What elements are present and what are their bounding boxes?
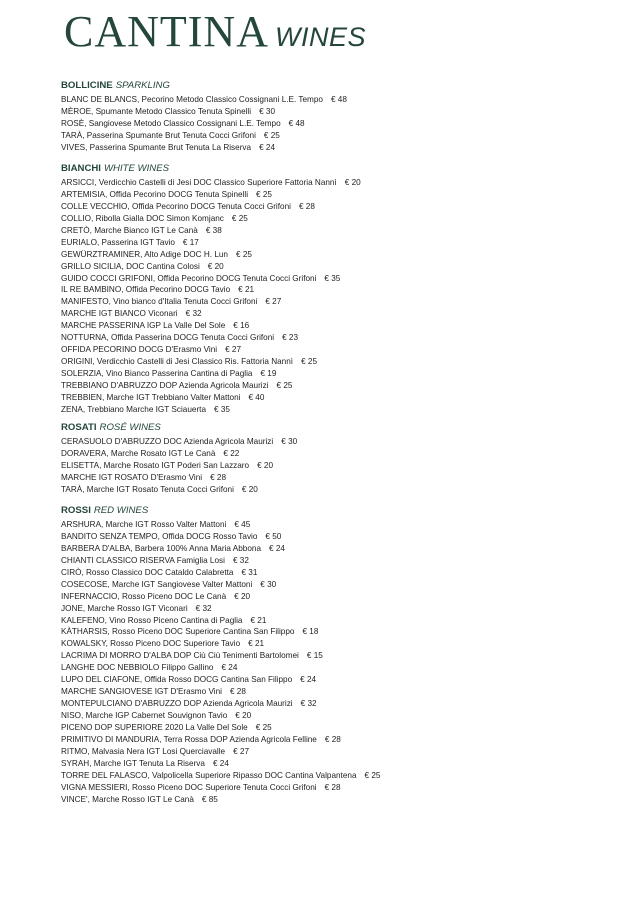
wine-item: [61, 543, 621, 555]
wine-price: € 18: [302, 627, 319, 637]
wine-price: € 25: [255, 722, 272, 732]
wine-name: ARTEMISIA, Offida Pecorino DOCG Tenuta Spinelli: [61, 189, 249, 199]
wine-name: IL RE BAMBINO, Offida Pecorino DOCG Tavio: [61, 285, 231, 295]
wine-price: € 32: [300, 699, 317, 709]
wine-price: € 25: [263, 130, 280, 140]
wine-item: [61, 698, 621, 710]
section-heading: [61, 79, 621, 93]
wine-name: INFERNACCIO, Rosso Piceno DOC Le Canà: [61, 591, 227, 601]
wine-item: [61, 213, 621, 225]
wine-price: € 32: [185, 309, 202, 319]
wine-price: € 25: [256, 189, 272, 199]
wine-item: [61, 686, 621, 698]
wine-name: RITMO, Malvasia Nera IGT Losi Querciavalle: [61, 746, 226, 756]
wine-name: ROSÈ, Sangiovese Metodo Classico Cossignani L.E. Tempo: [61, 118, 281, 128]
wine-name: KALEFENO, Vino Rosso Piceno Cantina di Paglia: [61, 615, 243, 625]
section-title-en: SPARKLING: [115, 80, 170, 91]
wine-name: KOWALSKY, Rosso Piceno DOC Superiore Tavio: [61, 639, 241, 649]
wine-name: KÀTHARSIS, Rosso Piceno DOC Superiore Cantina San Filippo: [61, 627, 295, 637]
wine-name: EURIALO, Passerina IGT Tavio: [61, 237, 175, 247]
wine-price: € 35: [324, 273, 341, 283]
title-sub: WINES: [274, 22, 366, 52]
wine-name: TREBBIANO D'ABRUZZO DOP Azienda Agricola Maurizi: [61, 380, 269, 390]
section-heading: [61, 421, 621, 435]
wine-price: € 20: [235, 711, 252, 720]
wine-name: ZENA, Trebbiano Marche IGT Sciauerta: [61, 404, 207, 414]
wine-name: MARCHE PASSERINA IGP La Valle Del Sole: [61, 321, 226, 331]
wine-price: € 30: [260, 579, 277, 589]
wine-price: € 32: [232, 555, 249, 565]
wine-price: € 19: [260, 369, 277, 378]
section-title-en: RED WINES: [93, 505, 149, 516]
wine-price: € 22: [223, 448, 240, 458]
wine-item: [61, 201, 621, 213]
wine-item: [61, 189, 621, 201]
wine-item: [61, 460, 621, 472]
wine-price: € 50: [265, 531, 282, 541]
wine-price: € 30: [259, 106, 276, 116]
wine-price: € 24: [212, 758, 229, 768]
section-title-en: ROSÉ WINES: [99, 422, 161, 433]
section-heading: [61, 504, 621, 518]
wine-name: MONTEPULCIANO D'ABRUZZO DOP Azienda Agricola Maurizi: [61, 699, 293, 709]
wine-item: [61, 722, 621, 734]
wine-item: [61, 591, 621, 603]
wine-name: NOTTURNA, Offida Passerina DOCG Tenuta Cocci Grifoni: [61, 333, 275, 343]
wine-price: € 21: [238, 285, 255, 295]
wine-price: € 28: [298, 201, 315, 211]
wine-item: [61, 734, 621, 746]
wine-name: PRIMITIVO DI MANDURIA, Terra Rossa DOP Azienda Agricola Felline: [61, 734, 317, 744]
wine-item: [61, 344, 621, 356]
section-sparkling: [61, 79, 621, 154]
wine-name: MARCHE SANGIOVESE IGT D'Erasmo Vini: [61, 687, 222, 697]
wine-price: € 28: [229, 687, 246, 697]
wine-price: € 25: [235, 249, 252, 259]
wine-name: ELISETTA, Marche Rosato IGT Poderi San Lazzaro: [61, 460, 250, 470]
wine-price: € 31: [241, 567, 258, 577]
wine-price: € 25: [276, 380, 293, 390]
wine-item: [61, 770, 621, 782]
wine-price: € 38: [205, 225, 222, 235]
wine-name: VINCE', Marche Rosso IGT Le Canà: [61, 794, 194, 804]
wine-price: € 16: [233, 321, 250, 331]
wine-name: ORIGINI, Verdicchio Castelli di Jesi Classico Ris. Fattoria Nannì: [61, 357, 294, 367]
wine-item: [61, 567, 621, 579]
wine-item: [61, 448, 621, 460]
section-red: [61, 504, 621, 806]
wine-item: [61, 638, 621, 650]
wine-name: SYRAH, Marche IGT Tenuta La Riserva: [61, 758, 205, 768]
wine-name: SOLERZIA, Vino Bianco Passerina Cantina di Paglia: [61, 369, 253, 378]
wine-item: [61, 332, 621, 344]
wine-price: € 24: [300, 675, 317, 685]
wine-price: € 85: [201, 794, 218, 804]
wine-item: [61, 368, 621, 380]
wine-item: [61, 225, 621, 237]
wine-name: COLLE VECCHIO, Offida Pecorino DOCG Tenuta Cocci Grifoni: [61, 201, 291, 211]
wine-item: [61, 436, 621, 448]
wine-price: € 25: [231, 213, 248, 223]
wine-price: € 45: [234, 520, 251, 529]
section-white: [61, 162, 621, 416]
wine-item: [61, 142, 621, 154]
wine-item: [61, 106, 621, 118]
wine-price: € 20: [344, 178, 361, 187]
wine-name: TREBBIEN, Marche IGT Trebbiano Valter Mattoni: [61, 392, 241, 402]
wine-name: MARCHE IGT ROSATO D'Erasmo Vini: [61, 472, 203, 482]
wine-name: NISO, Marche IGP Cabernet Souvignon Tavio: [61, 711, 228, 720]
wine-item: [61, 782, 621, 794]
wine-name: VIGNA MESSIERI, Rosso Piceno DOC Superiore Tenuta Cocci Grifoni: [61, 782, 317, 792]
wine-price: € 27: [265, 297, 282, 307]
wine-item: [61, 615, 621, 627]
wine-name: CHIANTI CLASSICO RISERVA Famiglia Losi: [61, 555, 225, 565]
wine-price: € 24: [259, 142, 276, 152]
wine-item: [61, 794, 621, 806]
section-rose: [61, 421, 621, 496]
wine-item: [61, 380, 621, 392]
wine-item: [61, 320, 621, 332]
wine-item: [61, 118, 621, 130]
wine-name: MÈROE, Spumante Metodo Classico Tenuta Spinelli: [61, 106, 252, 116]
wine-name: CRETÒ, Marche Bianco IGT Le Canà: [61, 225, 198, 235]
wine-item: [61, 531, 621, 543]
wine-item: [61, 626, 621, 638]
wine-name: ARSICCI, Verdicchio Castelli di Jesi DOC Classico Superiore Fattoria Nannì: [61, 178, 337, 187]
wine-name: TORRE DEL FALASCO, Valpolicella Superiore Ripasso DOC Cantina Valpantena: [61, 770, 357, 780]
wine-item: [61, 519, 621, 531]
wine-item: [61, 603, 621, 615]
wine-price: € 30: [281, 437, 298, 446]
wine-price: € 20: [241, 484, 258, 494]
wine-price: € 32: [195, 603, 212, 613]
wine-price: € 20: [257, 460, 274, 470]
wine-price: € 24: [221, 663, 238, 673]
wine-price: € 25: [364, 770, 381, 780]
wine-price: € 21: [248, 639, 265, 649]
wine-price: € 24: [269, 543, 285, 553]
wine-item: [61, 650, 621, 662]
title-main: CANTINA: [64, 7, 269, 56]
wine-item: [61, 261, 621, 273]
wine-list: [61, 519, 621, 806]
wine-item: [61, 472, 621, 484]
wine-item: [61, 579, 621, 591]
wine-name: GRILLO SICILIA, DOC Cantina Colosi: [61, 261, 200, 271]
wine-name: GUIDO COCCI GRIFONI, Offida Pecorino DOCG Tenuta Cocci Grifoni: [61, 273, 317, 283]
section-title-it: ROSSI: [61, 505, 91, 516]
wine-name: MARCHE IGT BIANCO Viconari: [61, 309, 178, 319]
wine-item: [61, 284, 621, 296]
wine-name: LACRIMA DI MORRO D'ALBA DOP Ciù Ciù Tenimenti Bartolomei: [61, 651, 299, 661]
wine-name: CIRÒ, Rosso Classico DOC Cataldo Calabretta: [61, 567, 234, 577]
wine-name: COLLIO, Ribolla Gialla DOC Simon Komjanc: [61, 213, 224, 223]
section-title-it: BOLLICINE: [61, 80, 113, 91]
wine-item: [61, 392, 621, 404]
wine-name: ARSHURA, Marche IGT Rosso Valter Mattoni: [61, 520, 227, 529]
wine-price: € 21: [250, 615, 267, 625]
wine-item: [61, 94, 621, 106]
wine-name: OFFIDA PECORINO DOCG D'Erasmo Vini: [61, 345, 218, 355]
wine-item: [61, 296, 621, 308]
wine-price: € 17: [182, 237, 199, 247]
wine-item: [61, 555, 621, 567]
wine-price: € 28: [210, 472, 227, 482]
wine-price: € 28: [324, 734, 341, 744]
wine-name: BARBERA D'ALBA, Barbera 100% Anna Maria Abbona: [61, 543, 262, 553]
wine-price: € 15: [306, 651, 323, 661]
wine-item: [61, 710, 621, 722]
wine-name: LUPO DEL CIAFONE, Offida Rosso DOCG Cantina San Filippo: [61, 675, 293, 685]
section-title-it: ROSATI: [61, 422, 97, 433]
wine-price: € 28: [324, 782, 341, 792]
wine-name: BLANC DE BLANCS, Pecorino Metodo Classico Cossignani L.E. Tempo: [61, 95, 323, 104]
wine-item: [61, 356, 621, 368]
wine-price: € 25: [301, 357, 317, 367]
section-title-en: WHITE WINES: [103, 163, 170, 174]
wine-item: [61, 308, 621, 320]
wine-price: € 27: [233, 746, 250, 756]
section-heading: [61, 162, 621, 176]
wine-name: CERASUOLO D'ABRUZZO DOC Azienda Agricola Maurizi: [61, 437, 274, 446]
wine-item: [61, 177, 621, 189]
wine-name: JONE, Marche Rosso IGT Viconari: [61, 603, 188, 613]
wine-price: € 40: [248, 392, 265, 402]
wine-name: VIVES, Passerina Spumante Brut Tenuta La Riserva: [61, 142, 252, 152]
wine-item: [61, 746, 621, 758]
wine-item: [61, 758, 621, 770]
page-title: [64, 6, 366, 57]
wine-name: BANDITO SENZA TEMPO, Offida DOCG Rosso Tavio: [61, 531, 258, 541]
wine-item: [61, 484, 621, 496]
wine-price: € 27: [225, 345, 242, 355]
wine-name: COSECOSE, Marche IGT Sangiovese Valter Mattoni: [61, 579, 253, 589]
wine-list: [61, 94, 621, 154]
wine-name: GEWÜRZTRAMINER, Alto Adige DOC H. Lun: [61, 249, 228, 259]
wine-item: [61, 273, 621, 285]
wine-price: € 20: [234, 591, 251, 601]
wine-name: TARÀ, Passerina Spumante Brut Tenuta Cocci Grifoni: [61, 130, 256, 140]
wine-list: [61, 436, 621, 496]
wine-name: DORAVERA, Marche Rosato IGT Le Canà: [61, 448, 216, 458]
wine-item: [61, 674, 621, 686]
wine-item: [61, 130, 621, 142]
wine-item: [61, 237, 621, 249]
wine-name: TARÀ, Marche IGT Rosato Tenuta Cocci Grifoni: [61, 484, 234, 494]
wine-price: € 48: [288, 118, 305, 128]
wine-item: [61, 662, 621, 674]
wine-name: LANGHE DOC NEBBIOLO Filippo Gallino: [61, 663, 214, 673]
wine-price: € 48: [330, 95, 347, 104]
wine-name: MANIFESTO, Vino bianco d'Italia Tenuta Cocci Grifoni: [61, 297, 258, 307]
wine-price: € 35: [214, 404, 230, 414]
wine-price: € 23: [282, 333, 299, 343]
wine-item: [61, 404, 621, 416]
wine-item: [61, 249, 621, 261]
wine-name: PICENO DOP SUPERIORE 2020 La Valle Del Sole: [61, 722, 248, 732]
section-title-it: BIANCHI: [61, 163, 101, 174]
wine-price: € 20: [207, 261, 224, 271]
wine-list: [61, 177, 621, 416]
